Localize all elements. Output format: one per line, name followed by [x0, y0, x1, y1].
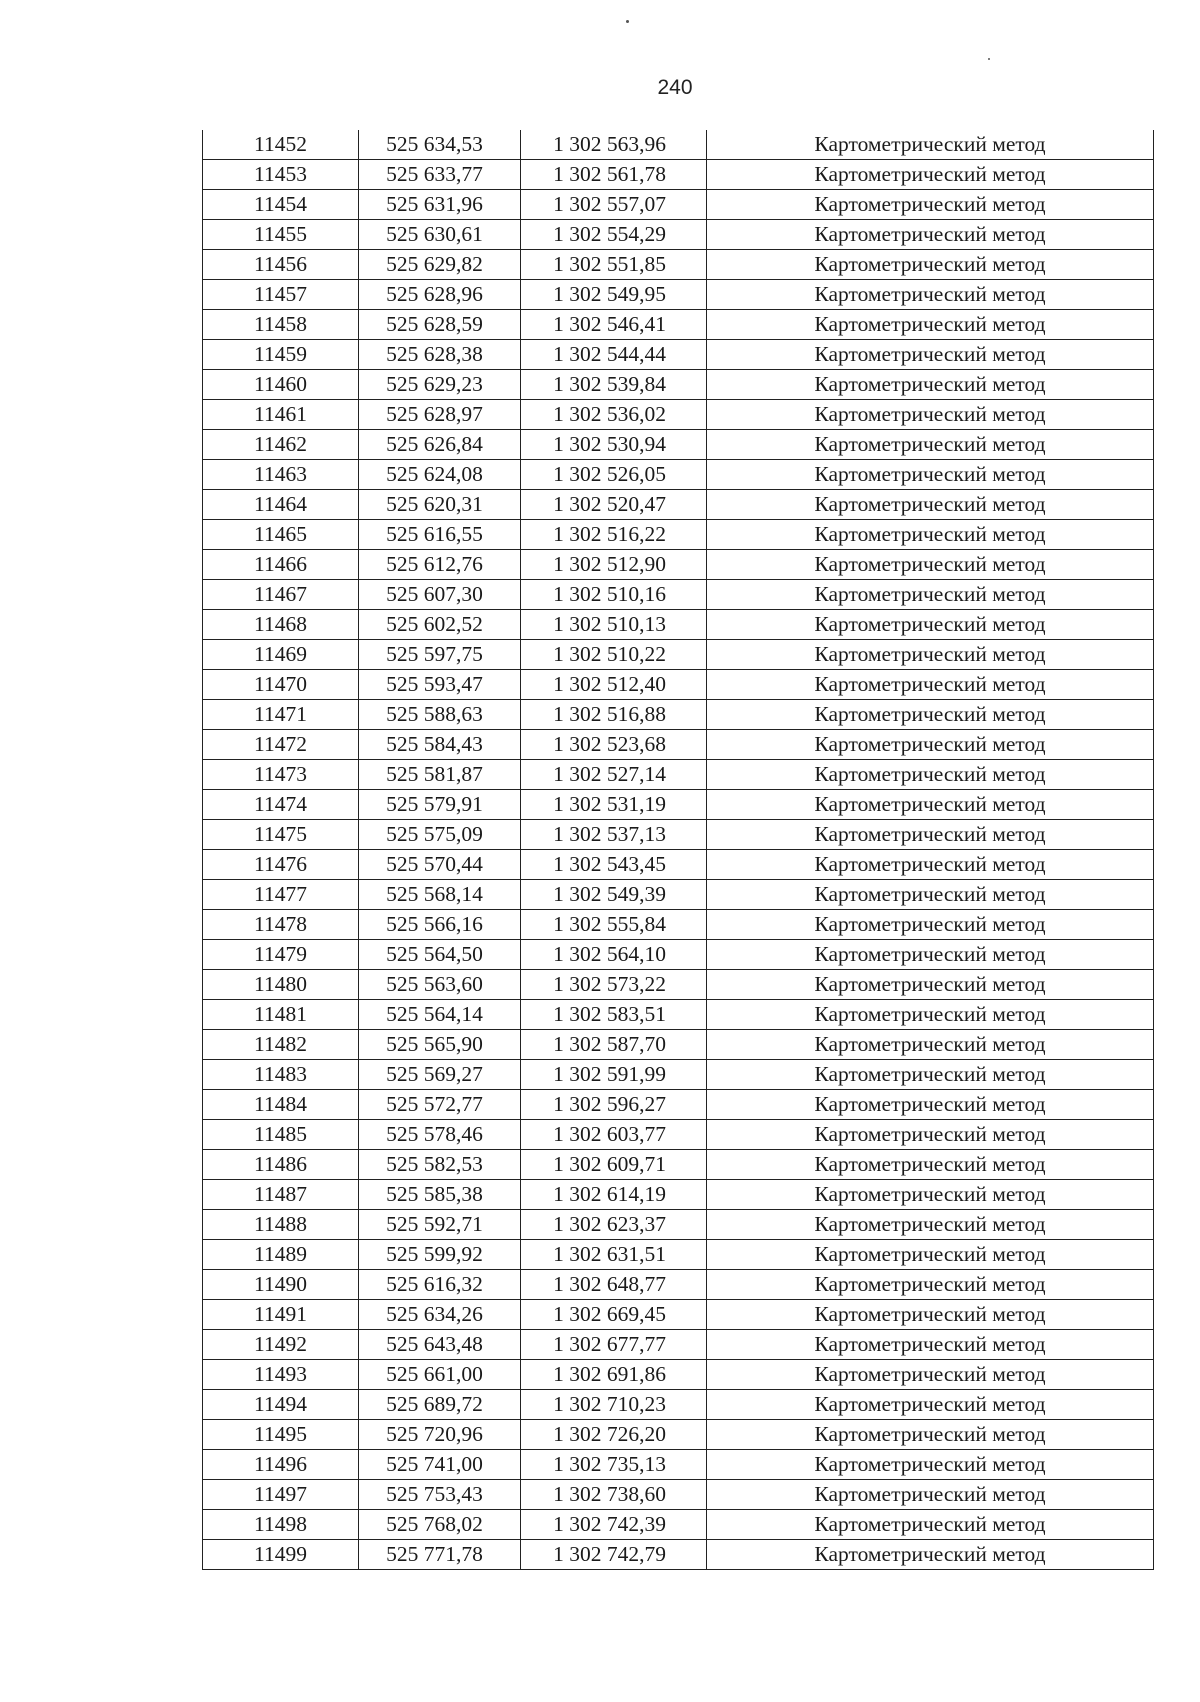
method-cell: Картометрический метод — [707, 1180, 1154, 1210]
y-coordinate-cell: 1 302 726,20 — [521, 1420, 707, 1450]
method-cell: Картометрический метод — [707, 1000, 1154, 1030]
point-number-cell: 11480 — [203, 970, 359, 1000]
method-cell: Картометрический метод — [707, 760, 1154, 790]
y-coordinate-cell: 1 302 573,22 — [521, 970, 707, 1000]
method-cell: Картометрический метод — [707, 730, 1154, 760]
method-cell: Картометрический метод — [707, 280, 1154, 310]
method-cell: Картометрический метод — [707, 790, 1154, 820]
method-cell: Картометрический метод — [707, 1120, 1154, 1150]
table-row — [203, 520, 1154, 550]
y-coordinate-cell: 1 302 510,16 — [521, 580, 707, 610]
table-row — [203, 1510, 1154, 1540]
table-row — [203, 670, 1154, 700]
y-coordinate-cell: 1 302 557,07 — [521, 190, 707, 220]
y-coordinate-cell: 1 302 596,27 — [521, 1090, 707, 1120]
point-number-cell: 11459 — [203, 340, 359, 370]
point-number-cell: 11493 — [203, 1360, 359, 1390]
table-row — [203, 1360, 1154, 1390]
point-number-cell: 11469 — [203, 640, 359, 670]
y-coordinate-cell: 1 302 742,39 — [521, 1510, 707, 1540]
x-coordinate-cell: 525 566,16 — [359, 910, 521, 940]
x-coordinate-cell: 525 633,77 — [359, 160, 521, 190]
x-coordinate-cell: 525 588,63 — [359, 700, 521, 730]
point-number-cell: 11472 — [203, 730, 359, 760]
x-coordinate-cell: 525 643,48 — [359, 1330, 521, 1360]
method-cell: Картометрический метод — [707, 1510, 1154, 1540]
x-coordinate-cell: 525 585,38 — [359, 1180, 521, 1210]
coordinates-table — [202, 130, 1154, 1570]
x-coordinate-cell: 525 628,59 — [359, 310, 521, 340]
x-coordinate-cell: 525 620,31 — [359, 490, 521, 520]
coordinates-table-body — [203, 130, 1154, 1570]
point-number-cell: 11475 — [203, 820, 359, 850]
y-coordinate-cell: 1 302 561,78 — [521, 160, 707, 190]
point-number-cell: 11486 — [203, 1150, 359, 1180]
x-coordinate-cell: 525 579,91 — [359, 790, 521, 820]
y-coordinate-cell: 1 302 563,96 — [521, 130, 707, 160]
y-coordinate-cell: 1 302 735,13 — [521, 1450, 707, 1480]
table-row — [203, 1060, 1154, 1090]
table-row — [203, 1030, 1154, 1060]
point-number-cell: 11454 — [203, 190, 359, 220]
scan-speck-right — [988, 58, 990, 60]
y-coordinate-cell: 1 302 564,10 — [521, 940, 707, 970]
y-coordinate-cell: 1 302 549,39 — [521, 880, 707, 910]
point-number-cell: 11463 — [203, 460, 359, 490]
x-coordinate-cell: 525 592,71 — [359, 1210, 521, 1240]
y-coordinate-cell: 1 302 669,45 — [521, 1300, 707, 1330]
x-coordinate-cell: 525 771,78 — [359, 1540, 521, 1570]
table-row — [203, 640, 1154, 670]
y-coordinate-cell: 1 302 609,71 — [521, 1150, 707, 1180]
y-coordinate-cell: 1 302 677,77 — [521, 1330, 707, 1360]
x-coordinate-cell: 525 626,84 — [359, 430, 521, 460]
table-row — [203, 820, 1154, 850]
table-row — [203, 1420, 1154, 1450]
method-cell: Картометрический метод — [707, 970, 1154, 1000]
method-cell: Картометрический метод — [707, 1060, 1154, 1090]
table-row — [203, 1210, 1154, 1240]
y-coordinate-cell: 1 302 539,84 — [521, 370, 707, 400]
table-row — [203, 400, 1154, 430]
table-row — [203, 190, 1154, 220]
table-row — [203, 940, 1154, 970]
table-row — [203, 1300, 1154, 1330]
method-cell: Картометрический метод — [707, 1240, 1154, 1270]
x-coordinate-cell: 525 607,30 — [359, 580, 521, 610]
y-coordinate-cell: 1 302 583,51 — [521, 1000, 707, 1030]
table-row — [203, 460, 1154, 490]
method-cell: Картометрический метод — [707, 1150, 1154, 1180]
table-row — [203, 1540, 1154, 1570]
x-coordinate-cell: 525 634,53 — [359, 130, 521, 160]
x-coordinate-cell: 525 628,97 — [359, 400, 521, 430]
table-row — [203, 220, 1154, 250]
point-number-cell: 11487 — [203, 1180, 359, 1210]
y-coordinate-cell: 1 302 544,44 — [521, 340, 707, 370]
y-coordinate-cell: 1 302 587,70 — [521, 1030, 707, 1060]
table-row — [203, 1120, 1154, 1150]
x-coordinate-cell: 525 565,90 — [359, 1030, 521, 1060]
x-coordinate-cell: 525 593,47 — [359, 670, 521, 700]
x-coordinate-cell: 525 564,50 — [359, 940, 521, 970]
y-coordinate-cell: 1 302 527,14 — [521, 760, 707, 790]
table-row — [203, 910, 1154, 940]
point-number-cell: 11491 — [203, 1300, 359, 1330]
point-number-cell: 11477 — [203, 880, 359, 910]
method-cell: Картометрический метод — [707, 1300, 1154, 1330]
x-coordinate-cell: 525 753,43 — [359, 1480, 521, 1510]
point-number-cell: 11499 — [203, 1540, 359, 1570]
point-number-cell: 11496 — [203, 1450, 359, 1480]
point-number-cell: 11452 — [203, 130, 359, 160]
point-number-cell: 11460 — [203, 370, 359, 400]
y-coordinate-cell: 1 302 623,37 — [521, 1210, 707, 1240]
method-cell: Картометрический метод — [707, 1030, 1154, 1060]
point-number-cell: 11457 — [203, 280, 359, 310]
table-row — [203, 850, 1154, 880]
point-number-cell: 11484 — [203, 1090, 359, 1120]
method-cell: Картометрический метод — [707, 880, 1154, 910]
method-cell: Картометрический метод — [707, 1210, 1154, 1240]
point-number-cell: 11455 — [203, 220, 359, 250]
method-cell: Картометрический метод — [707, 370, 1154, 400]
x-coordinate-cell: 525 628,96 — [359, 280, 521, 310]
table-row — [203, 1450, 1154, 1480]
point-number-cell: 11466 — [203, 550, 359, 580]
table-row — [203, 700, 1154, 730]
y-coordinate-cell: 1 302 520,47 — [521, 490, 707, 520]
y-coordinate-cell: 1 302 536,02 — [521, 400, 707, 430]
method-cell: Картометрический метод — [707, 610, 1154, 640]
method-cell: Картометрический метод — [707, 130, 1154, 160]
x-coordinate-cell: 525 602,52 — [359, 610, 521, 640]
table-row — [203, 490, 1154, 520]
y-coordinate-cell: 1 302 591,99 — [521, 1060, 707, 1090]
method-cell: Картометрический метод — [707, 310, 1154, 340]
point-number-cell: 11492 — [203, 1330, 359, 1360]
scan-speck-top — [626, 20, 629, 23]
method-cell: Картометрический метод — [707, 220, 1154, 250]
point-number-cell: 11482 — [203, 1030, 359, 1060]
method-cell: Картометрический метод — [707, 1450, 1154, 1480]
table-row — [203, 130, 1154, 160]
method-cell: Картометрический метод — [707, 190, 1154, 220]
point-number-cell: 11488 — [203, 1210, 359, 1240]
y-coordinate-cell: 1 302 537,13 — [521, 820, 707, 850]
table-row — [203, 550, 1154, 580]
x-coordinate-cell: 525 584,43 — [359, 730, 521, 760]
y-coordinate-cell: 1 302 648,77 — [521, 1270, 707, 1300]
method-cell: Картометрический метод — [707, 1090, 1154, 1120]
y-coordinate-cell: 1 302 516,22 — [521, 520, 707, 550]
method-cell: Картометрический метод — [707, 1270, 1154, 1300]
y-coordinate-cell: 1 302 510,13 — [521, 610, 707, 640]
x-coordinate-cell: 525 570,44 — [359, 850, 521, 880]
table-row — [203, 370, 1154, 400]
method-cell: Картометрический метод — [707, 1330, 1154, 1360]
table-row — [203, 880, 1154, 910]
table-row — [203, 1090, 1154, 1120]
x-coordinate-cell: 525 572,77 — [359, 1090, 521, 1120]
table-row — [203, 790, 1154, 820]
point-number-cell: 11470 — [203, 670, 359, 700]
table-row — [203, 310, 1154, 340]
method-cell: Картометрический метод — [707, 460, 1154, 490]
y-coordinate-cell: 1 302 691,86 — [521, 1360, 707, 1390]
table-row — [203, 1180, 1154, 1210]
table-row — [203, 1000, 1154, 1030]
y-coordinate-cell: 1 302 631,51 — [521, 1240, 707, 1270]
point-number-cell: 11483 — [203, 1060, 359, 1090]
y-coordinate-cell: 1 302 530,94 — [521, 430, 707, 460]
page-number: 240 — [657, 76, 693, 99]
point-number-cell: 11461 — [203, 400, 359, 430]
x-coordinate-cell: 525 689,72 — [359, 1390, 521, 1420]
x-coordinate-cell: 525 569,27 — [359, 1060, 521, 1090]
y-coordinate-cell: 1 302 742,79 — [521, 1540, 707, 1570]
x-coordinate-cell: 525 624,08 — [359, 460, 521, 490]
y-coordinate-cell: 1 302 554,29 — [521, 220, 707, 250]
y-coordinate-cell: 1 302 516,88 — [521, 700, 707, 730]
table-row — [203, 970, 1154, 1000]
x-coordinate-cell: 525 741,00 — [359, 1450, 521, 1480]
table-row — [203, 1330, 1154, 1360]
method-cell: Картометрический метод — [707, 670, 1154, 700]
point-number-cell: 11465 — [203, 520, 359, 550]
x-coordinate-cell: 525 599,92 — [359, 1240, 521, 1270]
table-row — [203, 730, 1154, 760]
point-number-cell: 11468 — [203, 610, 359, 640]
table-row — [203, 760, 1154, 790]
method-cell: Картометрический метод — [707, 1390, 1154, 1420]
x-coordinate-cell: 525 661,00 — [359, 1360, 521, 1390]
table-row — [203, 610, 1154, 640]
y-coordinate-cell: 1 302 555,84 — [521, 910, 707, 940]
method-cell: Картометрический метод — [707, 1480, 1154, 1510]
y-coordinate-cell: 1 302 614,19 — [521, 1180, 707, 1210]
table-row — [203, 160, 1154, 190]
method-cell: Картометрический метод — [707, 700, 1154, 730]
point-number-cell: 11471 — [203, 700, 359, 730]
point-number-cell: 11453 — [203, 160, 359, 190]
y-coordinate-cell: 1 302 523,68 — [521, 730, 707, 760]
method-cell: Картометрический метод — [707, 340, 1154, 370]
point-number-cell: 11473 — [203, 760, 359, 790]
table-row — [203, 340, 1154, 370]
point-number-cell: 11485 — [203, 1120, 359, 1150]
point-number-cell: 11494 — [203, 1390, 359, 1420]
point-number-cell: 11462 — [203, 430, 359, 460]
x-coordinate-cell: 525 563,60 — [359, 970, 521, 1000]
table-row — [203, 580, 1154, 610]
method-cell: Картометрический метод — [707, 850, 1154, 880]
y-coordinate-cell: 1 302 546,41 — [521, 310, 707, 340]
point-number-cell: 11495 — [203, 1420, 359, 1450]
point-number-cell: 11497 — [203, 1480, 359, 1510]
x-coordinate-cell: 525 768,02 — [359, 1510, 521, 1540]
y-coordinate-cell: 1 302 710,23 — [521, 1390, 707, 1420]
method-cell: Картометрический метод — [707, 640, 1154, 670]
x-coordinate-cell: 525 630,61 — [359, 220, 521, 250]
point-number-cell: 11476 — [203, 850, 359, 880]
method-cell: Картометрический метод — [707, 1360, 1154, 1390]
point-number-cell: 11490 — [203, 1270, 359, 1300]
x-coordinate-cell: 525 616,32 — [359, 1270, 521, 1300]
y-coordinate-cell: 1 302 543,45 — [521, 850, 707, 880]
table-row — [203, 1480, 1154, 1510]
y-coordinate-cell: 1 302 551,85 — [521, 250, 707, 280]
x-coordinate-cell: 525 568,14 — [359, 880, 521, 910]
table-row — [203, 1150, 1154, 1180]
method-cell: Картометрический метод — [707, 910, 1154, 940]
point-number-cell: 11474 — [203, 790, 359, 820]
method-cell: Картометрический метод — [707, 1420, 1154, 1450]
point-number-cell: 11478 — [203, 910, 359, 940]
x-coordinate-cell: 525 628,38 — [359, 340, 521, 370]
y-coordinate-cell: 1 302 512,90 — [521, 550, 707, 580]
x-coordinate-cell: 525 564,14 — [359, 1000, 521, 1030]
method-cell: Картометрический метод — [707, 250, 1154, 280]
point-number-cell: 11464 — [203, 490, 359, 520]
table-row — [203, 1390, 1154, 1420]
x-coordinate-cell: 525 578,46 — [359, 1120, 521, 1150]
x-coordinate-cell: 525 629,23 — [359, 370, 521, 400]
point-number-cell: 11458 — [203, 310, 359, 340]
y-coordinate-cell: 1 302 526,05 — [521, 460, 707, 490]
x-coordinate-cell: 525 582,53 — [359, 1150, 521, 1180]
table-row — [203, 1270, 1154, 1300]
x-coordinate-cell: 525 720,96 — [359, 1420, 521, 1450]
table-row — [203, 250, 1154, 280]
y-coordinate-cell: 1 302 512,40 — [521, 670, 707, 700]
method-cell: Картометрический метод — [707, 940, 1154, 970]
y-coordinate-cell: 1 302 603,77 — [521, 1120, 707, 1150]
y-coordinate-cell: 1 302 510,22 — [521, 640, 707, 670]
x-coordinate-cell: 525 629,82 — [359, 250, 521, 280]
point-number-cell: 11481 — [203, 1000, 359, 1030]
x-coordinate-cell: 525 631,96 — [359, 190, 521, 220]
point-number-cell: 11479 — [203, 940, 359, 970]
x-coordinate-cell: 525 612,76 — [359, 550, 521, 580]
x-coordinate-cell: 525 581,87 — [359, 760, 521, 790]
method-cell: Картометрический метод — [707, 820, 1154, 850]
y-coordinate-cell: 1 302 531,19 — [521, 790, 707, 820]
method-cell: Картометрический метод — [707, 490, 1154, 520]
method-cell: Картометрический метод — [707, 430, 1154, 460]
x-coordinate-cell: 525 597,75 — [359, 640, 521, 670]
table-row — [203, 280, 1154, 310]
x-coordinate-cell: 525 634,26 — [359, 1300, 521, 1330]
point-number-cell: 11467 — [203, 580, 359, 610]
y-coordinate-cell: 1 302 738,60 — [521, 1480, 707, 1510]
table-row — [203, 430, 1154, 460]
x-coordinate-cell: 525 616,55 — [359, 520, 521, 550]
method-cell: Картометрический метод — [707, 400, 1154, 430]
method-cell: Картометрический метод — [707, 520, 1154, 550]
table-row — [203, 1240, 1154, 1270]
point-number-cell: 11456 — [203, 250, 359, 280]
point-number-cell: 11498 — [203, 1510, 359, 1540]
x-coordinate-cell: 525 575,09 — [359, 820, 521, 850]
method-cell: Картометрический метод — [707, 1540, 1154, 1570]
point-number-cell: 11489 — [203, 1240, 359, 1270]
method-cell: Картометрический метод — [707, 550, 1154, 580]
method-cell: Картометрический метод — [707, 580, 1154, 610]
method-cell: Картометрический метод — [707, 160, 1154, 190]
y-coordinate-cell: 1 302 549,95 — [521, 280, 707, 310]
